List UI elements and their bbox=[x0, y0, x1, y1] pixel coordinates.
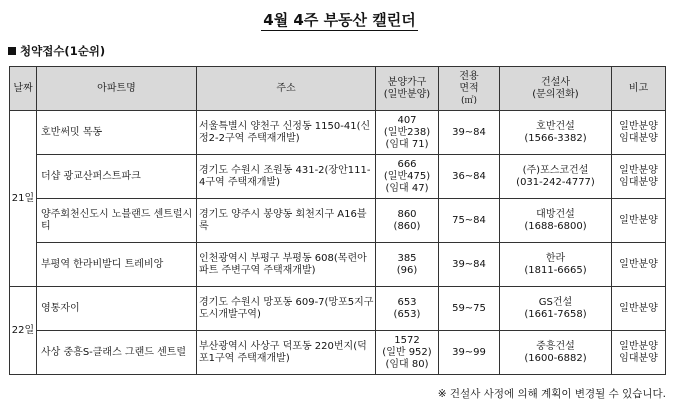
note-line: 일반분양 bbox=[619, 302, 658, 314]
note-cell bbox=[612, 199, 666, 243]
apt-name: 호반써밋 목동 bbox=[37, 111, 197, 155]
note-line: 일반분양 bbox=[619, 340, 658, 352]
section-title: 청약접수(1순위) bbox=[20, 44, 106, 58]
builder-cell bbox=[500, 243, 612, 287]
supply-rental: (임대 80) bbox=[385, 358, 429, 370]
note-line: 일반분양 bbox=[619, 120, 658, 132]
area: 36~84 bbox=[439, 155, 500, 199]
supply-total: 385 bbox=[397, 252, 417, 264]
supply-rental: (임대 47) bbox=[385, 182, 429, 194]
builder-name: (주)포스코건설 bbox=[522, 164, 589, 176]
note-cell bbox=[612, 111, 666, 155]
supply-total: 860 bbox=[397, 208, 417, 220]
supply-cell bbox=[376, 287, 439, 331]
area-header-line2: 면적 bbox=[459, 82, 479, 94]
builder-name: 호반건설 bbox=[536, 120, 575, 132]
builder-header-line1: 건설사 bbox=[541, 76, 570, 88]
address: 인천광역시 부평구 부평동 608(목련아파트 주변구역 주택재개발) bbox=[197, 243, 376, 287]
builder-phone: (031-242-4777) bbox=[516, 176, 595, 188]
col-note-header: 비고 bbox=[612, 67, 666, 111]
col-supply-header bbox=[376, 67, 439, 111]
supply-header-line1: 분양가구 bbox=[387, 76, 427, 88]
supply-total: 407 bbox=[397, 114, 417, 126]
area: 75~84 bbox=[439, 199, 500, 243]
supply-general: (일반475) bbox=[383, 170, 431, 182]
col-area-header bbox=[439, 67, 500, 111]
apt-name: 부평역 한라비발디 트레비앙 bbox=[37, 243, 197, 287]
supply-cell bbox=[376, 111, 439, 155]
builder-phone: (1811-6665) bbox=[524, 264, 587, 276]
note-line: 임대분양 bbox=[619, 132, 658, 144]
supply-general: (860) bbox=[393, 220, 421, 232]
table-row bbox=[10, 155, 666, 199]
table-row bbox=[10, 331, 666, 375]
note-line: 임대분양 bbox=[619, 352, 658, 364]
supply-general: (일반 952) bbox=[382, 346, 432, 358]
page-title: 4월 4주 부동산 캘린더 bbox=[263, 11, 416, 29]
builder-cell bbox=[500, 111, 612, 155]
supply-total: 653 bbox=[397, 296, 417, 308]
footnote: ※ 건설사 사정에 의해 계획이 변경될 수 있습니다. bbox=[437, 388, 666, 400]
note-line: 임대분양 bbox=[619, 176, 658, 188]
supply-general: (일반238) bbox=[383, 126, 431, 138]
builder-phone: (1600-6882) bbox=[524, 352, 587, 364]
supply-rental: (임대 71) bbox=[385, 138, 429, 150]
table-row bbox=[10, 111, 666, 155]
note-cell bbox=[612, 243, 666, 287]
area: 39~84 bbox=[439, 111, 500, 155]
builder-name: 한라 bbox=[545, 252, 566, 264]
address: 경기도 양주시 봉양동 회천지구 A16블록 bbox=[197, 199, 376, 243]
builder-cell bbox=[500, 331, 612, 375]
date-cell: 21일 bbox=[10, 111, 37, 287]
builder-cell bbox=[500, 155, 612, 199]
builder-phone: (1661-7658) bbox=[524, 308, 587, 320]
col-builder-header bbox=[500, 67, 612, 111]
builder-phone: (1688-6800) bbox=[524, 220, 587, 232]
supply-cell bbox=[376, 243, 439, 287]
area: 39~99 bbox=[439, 331, 500, 375]
builder-name: 대방건설 bbox=[536, 208, 575, 220]
note-line: 일반분양 bbox=[619, 164, 658, 176]
col-date-header: 날짜 bbox=[10, 67, 37, 111]
apt-name: 영통자이 bbox=[37, 287, 197, 331]
supply-total: 666 bbox=[397, 158, 417, 170]
builder-cell bbox=[500, 199, 612, 243]
address: 부산광역시 사상구 덕포동 220번지(덕포1구역 주택재개발) bbox=[197, 331, 376, 375]
note-line: 일반분양 bbox=[619, 214, 658, 226]
date-cell: 22일 bbox=[10, 287, 37, 375]
address: 경기도 수원시 조원동 431-2(장안111-4구역 주택재개발) bbox=[197, 155, 376, 199]
area-header-line1: 전용 bbox=[459, 70, 479, 82]
supply-cell bbox=[376, 331, 439, 375]
builder-phone: (1566-3382) bbox=[524, 132, 587, 144]
calendar-table bbox=[9, 66, 666, 375]
square-bullet-icon bbox=[8, 47, 16, 55]
table-row bbox=[10, 199, 666, 243]
col-address-header: 주소 bbox=[197, 67, 376, 111]
supply-total: 1572 bbox=[394, 334, 420, 346]
area-header-line3: (㎡) bbox=[460, 95, 478, 106]
builder-cell bbox=[500, 287, 612, 331]
table-header-row bbox=[10, 67, 666, 111]
builder-name: GS건설 bbox=[538, 296, 573, 308]
col-apt-header: 아파트명 bbox=[37, 67, 197, 111]
section-header bbox=[8, 43, 105, 59]
supply-header-line2: (일반분양) bbox=[383, 88, 431, 100]
table-row bbox=[10, 287, 666, 331]
apt-name: 더샵 광교산퍼스트파크 bbox=[37, 155, 197, 199]
area: 59~75 bbox=[439, 287, 500, 331]
builder-header-line2: (문의전화) bbox=[532, 88, 579, 100]
address: 서울특별시 양천구 신정동 1150-41(신정2-2구역 주택재개발) bbox=[197, 111, 376, 155]
note-cell bbox=[612, 331, 666, 375]
builder-name: 중흥건설 bbox=[536, 340, 575, 352]
note-line: 일반분양 bbox=[619, 258, 658, 270]
supply-general: (96) bbox=[396, 264, 418, 276]
address: 경기도 수원시 망포동 609-7(망포5지구 도시개발구역) bbox=[197, 287, 376, 331]
apt-name: 양주회천신도시 노블랜드 센트럴시티 bbox=[37, 199, 197, 243]
area: 39~84 bbox=[439, 243, 500, 287]
supply-cell bbox=[376, 199, 439, 243]
supply-general: (653) bbox=[393, 308, 421, 320]
note-cell bbox=[612, 287, 666, 331]
supply-cell bbox=[376, 155, 439, 199]
apt-name: 사상 중흥S-클래스 그랜드 센트럴 bbox=[37, 331, 197, 375]
table-row bbox=[10, 243, 666, 287]
note-cell bbox=[612, 155, 666, 199]
